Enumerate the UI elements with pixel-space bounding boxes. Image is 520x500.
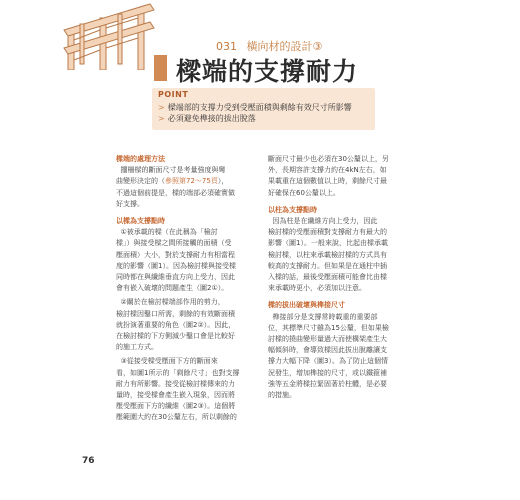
- body-line: 來承載時更小，必須加以注意。: [268, 284, 366, 293]
- body-line: 量時，接受樑會產生嵌入現象，因而將: [116, 391, 235, 400]
- body-line: 撐力大幅下降（圖3）。為了防止這個情: [268, 357, 388, 366]
- section-heading: 樑的拔出破壞與榫接尺寸: [268, 301, 345, 310]
- body-line: 入樑的話，最後受壓面積可能會比由樑: [268, 273, 387, 282]
- body-line: 影響（圖1）。一般來說，比起由樑承載: [268, 239, 388, 248]
- body-line: 樑」）與接受樑之間所接觸的面積（受: [116, 239, 232, 248]
- body-line: 外，長期容許支撐力約在4kN左右，如: [268, 166, 387, 175]
- body-line: 不過這個前提是，樑的端部必須確實做: [116, 188, 235, 197]
- body-line: 較高的支撐耐力。但如果是在通柱中插: [268, 261, 387, 270]
- right-column: [268, 154, 410, 401]
- section-topic: 橫向材的設計③: [246, 40, 323, 53]
- body-line: 的措施。: [268, 391, 296, 400]
- body-line: 強等五金將樑拉緊固著於柱體，是必要: [268, 379, 387, 388]
- body-line: 擱柵樑的斷面尺寸是考量強度與彎: [120, 166, 226, 175]
- body-line: 同時都在與纖維垂直方向上受力，因此: [116, 273, 235, 282]
- page-number: 76: [82, 456, 95, 466]
- section-heading: 樑端的處理方法: [116, 155, 165, 163]
- body-line: 好支撐。: [116, 199, 144, 208]
- point-item: [158, 113, 256, 124]
- page-title: 樑端的支撐耐力: [176, 57, 359, 86]
- title-accent-bar: [154, 55, 167, 81]
- body-line: 位，其標準尺寸雖為15公釐，但如果檢: [268, 323, 389, 332]
- page-reference: 參照第72～75頁: [165, 177, 218, 186]
- point-label: POINT: [158, 90, 189, 99]
- body-line: 檢討樑，以柱來承載檢討樑的方式具有: [268, 250, 387, 259]
- body-line: 因為柱是在纖維方向上受力，因此: [272, 217, 378, 226]
- body-line: 壓範圍大約在30公釐左右，所以剩餘的: [116, 413, 237, 422]
- section-heading: 以樑為支撐點時: [116, 217, 165, 226]
- body-line: ③從接受樑受壓面下方的斷面來: [120, 357, 218, 366]
- section-number: 031: [216, 40, 237, 53]
- body-line: 壓面積）大小，對於支撐耐力有相當程: [116, 250, 235, 259]
- arrow-icon: >: [158, 114, 165, 123]
- body-line: 討樑的撓曲變形量過大而使構架產生大: [268, 335, 387, 344]
- body-line: 幅傾斜時，會導致樑因此拔出脫離讓支: [268, 346, 387, 355]
- point-item: [158, 102, 352, 113]
- body-line: 度的影響（圖1）。因為檢討樑與接受樑: [116, 261, 236, 270]
- body-line: 況發生，增加榫接的尺寸，或以鐵箍補: [268, 368, 387, 377]
- arrow-icon: >: [158, 103, 165, 112]
- point-item-text: 樑端部的支撐力受到受壓面積與剩餘有效尺寸所影響: [167, 103, 352, 112]
- point-item-text: 必須避免榫接的拔出脫落: [167, 114, 256, 123]
- section-heading: 以柱為支撐點時: [268, 205, 317, 214]
- body-line: 榫接部分是支撐常時載重的重要部: [272, 312, 378, 321]
- body-line: 好確保在60公釐以上。: [268, 188, 340, 197]
- left-column: [116, 154, 259, 424]
- body-line: 曲變形決定的（參照第72～75頁），: [116, 177, 229, 186]
- body-line: ①被承載的樑（在此稱為「檢討: [120, 228, 218, 237]
- body-line: 檢討樑的受壓面積對支撐耐力有最大的: [268, 228, 387, 237]
- body-line: 在檢討樑的下方側減少鑿口會是比較好: [116, 332, 235, 341]
- body-line: 耐力有所影響。接受從檢討樑傳來的力: [116, 379, 235, 388]
- body-line: 會有嵌入破壞的問題產生（圖2①）。: [116, 284, 229, 293]
- body-line: 檢討樑因鑿口所需，剩餘的有效斷面積: [116, 309, 235, 318]
- body-line: 果載重在這個數值以上時，剩餘尺寸最: [268, 177, 387, 186]
- body-line: 壓受壓面下方的纖維（圖2③）。這個將: [116, 402, 236, 411]
- body-line: 斷面尺寸最少也必須在30公釐以上，另: [268, 155, 389, 163]
- body-line: ②關於在檢討樑端部作用的剪力，: [120, 298, 225, 307]
- body-line: 看，如圖1所示的「剩餘尺寸」也對支撐: [116, 368, 240, 377]
- body-line: 的施工方式。: [116, 343, 158, 352]
- body-line: 就扮演著重要的角色（圖2②）。因此，: [116, 320, 236, 329]
